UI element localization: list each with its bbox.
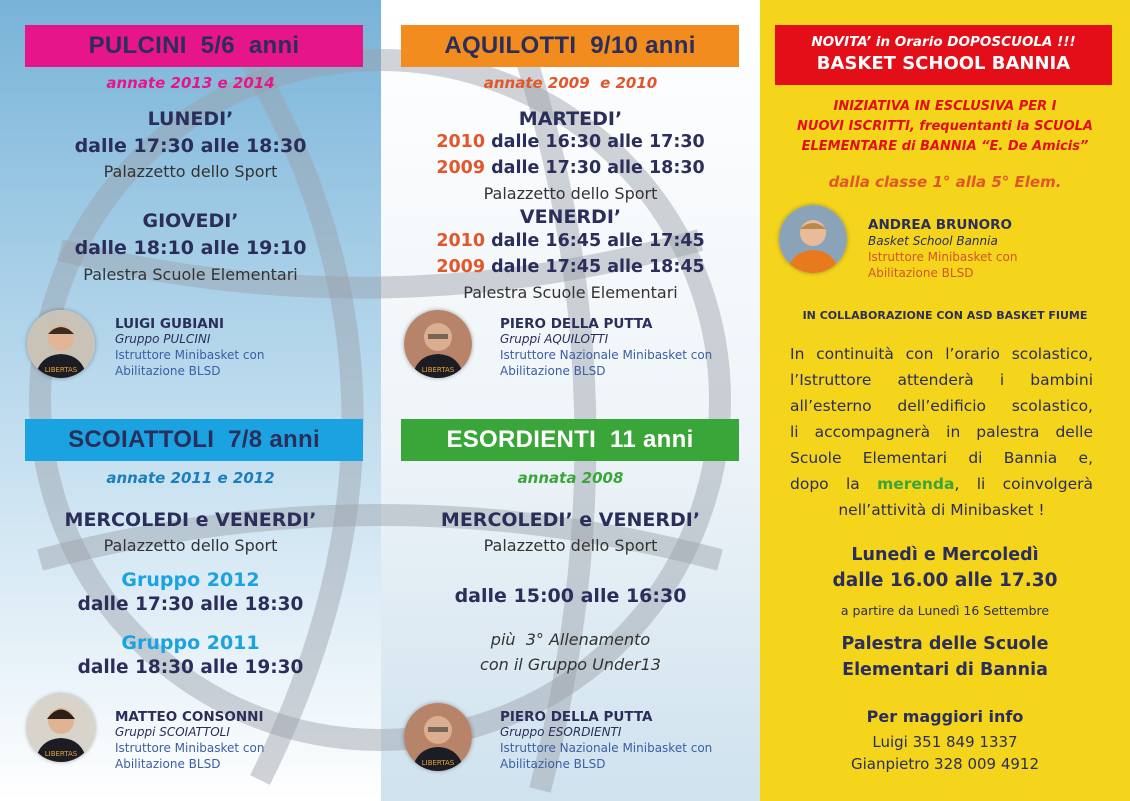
- aquilotti-row1: [381, 132, 760, 152]
- info-heading: Per maggiori info: [866, 707, 1024, 726]
- intro-line2: NUOVI ISCRITTI, frequentanti la SCUOLA: [797, 119, 1093, 134]
- coach-role-line1: Istruttore Nazionale Minibasket con: [500, 348, 713, 362]
- contact-gianpietro: Gianpietro 328 009 4912: [850, 755, 1040, 773]
- school-classes: dalla classe 1° alla 5° Elem.: [828, 173, 1062, 191]
- collaboration-note: IN COLLABORAZIONE CON ASD BASKET FIUME: [802, 309, 1088, 322]
- esordienti-header: [401, 419, 739, 461]
- coach-role-line2: Abilitazione BLSD: [868, 266, 974, 280]
- pulcini-years: annate 2013 e 2014: [106, 74, 275, 92]
- school-start-date: a partire da Lunedì 16 Settembre: [840, 603, 1050, 618]
- coach-role-line2: Abilitazione BLSD: [500, 364, 606, 378]
- svg-text:LIBERTAS: LIBERTAS: [421, 759, 455, 767]
- year-2009: 2009: [436, 158, 486, 178]
- school-paragraph: [790, 341, 1093, 523]
- contact-luigi: Luigi 351 849 1337: [872, 733, 1018, 751]
- aquilotti-place2: Palestra Scuole Elementari: [463, 283, 678, 302]
- esordienti-place: Palazzetto dello Sport: [483, 536, 658, 555]
- esordienti-years: annata 2008: [517, 469, 624, 487]
- school-time: dalle 16.00 alle 17.30: [832, 570, 1058, 591]
- banner-title: BASKET SCHOOL BANNIA: [816, 53, 1071, 74]
- coach-group-della-putta: Gruppi AQUILOTTI: [500, 332, 609, 346]
- coach-role-line2: Abilitazione BLSD: [500, 757, 606, 771]
- merenda-highlight: merenda: [877, 475, 955, 493]
- aquilotti-day1: MARTEDI’: [518, 108, 623, 130]
- coach-name-brunoro: ANDREA BRUNORO: [868, 217, 1013, 233]
- coach-name-consonni: MATTEO CONSONNI: [115, 709, 264, 725]
- esordienti-extra1: più 3° Allenamento: [490, 630, 651, 649]
- scoiattoli-time1: dalle 17:30 alle 18:30: [77, 594, 304, 615]
- esordienti-time: dalle 15:00 alle 16:30: [454, 585, 687, 607]
- intro-line3: ELEMENTARE di BANNIA “E. De Amicis”: [801, 139, 1089, 154]
- place-line2: Elementari di Bannia: [842, 660, 1048, 680]
- basket-school-banner: [775, 25, 1112, 85]
- pulcini-place1: Palazzetto dello Sport: [103, 162, 278, 181]
- aquilotti-row2: [381, 158, 760, 178]
- scoiattoli-place: Palazzetto dello Sport: [103, 536, 278, 555]
- coach-group-gubiani: Gruppo PULCINI: [115, 332, 211, 346]
- para-text: dopo la: [790, 475, 878, 493]
- coach-role-line1: Istruttore Minibasket con: [115, 348, 265, 362]
- pulcini-place2: Palestra Scuole Elementari: [83, 265, 298, 284]
- coach-role-line2: Abilitazione BLSD: [115, 757, 221, 771]
- coach-role-gubiani: [115, 347, 264, 379]
- esordienti-extra2: con il Gruppo Under13: [480, 655, 661, 674]
- para-text: , li coinvolgerà: [954, 475, 1093, 493]
- para-line6: [790, 471, 1093, 497]
- coach-photo-brunoro: [779, 205, 847, 273]
- scoiattoli-time2: dalle 18:30 alle 19:30: [77, 657, 304, 678]
- coach-role-brunoro: [868, 249, 1017, 281]
- year-2009: 2009: [436, 257, 486, 277]
- aquilotti-day2: VENERDI’: [519, 206, 622, 228]
- aquilotti-row4: [381, 257, 760, 277]
- coach-role-della-putta: [500, 347, 712, 379]
- pulcini-header: [25, 25, 363, 67]
- coach-photo-della-putta-2: [404, 703, 472, 771]
- coach-group-consonni: Gruppi SCOIATTOLI: [115, 725, 230, 739]
- school-days: Lunedì e Mercoledì: [851, 545, 1039, 565]
- svg-text:LIBERTAS: LIBERTAS: [44, 366, 78, 374]
- school-intro: [760, 97, 1130, 157]
- coach-role-line2: Abilitazione BLSD: [115, 364, 221, 378]
- coach-group-della-putta-2: Gruppo ESORDIENTI: [500, 725, 622, 739]
- school-place: [760, 631, 1130, 683]
- pulcini-time2: dalle 18:10 alle 19:10: [74, 237, 307, 259]
- intro-line1: INIZIATIVA IN ESCLUSIVA PER I: [833, 99, 1057, 114]
- coach-name-della-putta: PIERO DELLA PUTTA: [500, 316, 653, 332]
- para-line2: l’Istruttore attenderà i bambini: [790, 371, 1093, 389]
- aquilotti-header: [401, 25, 739, 67]
- svg-text:LIBERTAS: LIBERTAS: [421, 366, 455, 374]
- coach-role-della-putta-2: [500, 740, 712, 772]
- coach-role-line1: Istruttore Minibasket con: [868, 250, 1018, 264]
- esordienti-title: ESORDIENTI 11 anni: [446, 426, 694, 453]
- year-2010: 2010: [436, 132, 486, 152]
- time-range: dalle 16:45 alle 17:45: [485, 231, 705, 251]
- coach-role-line1: Istruttore Minibasket con: [115, 741, 265, 755]
- para-line5: Scuole Elementari di Bannia e,: [790, 449, 1093, 467]
- year-2010: 2010: [436, 231, 486, 251]
- para-line4: li accompagnerà in palestra delle: [790, 423, 1093, 441]
- banner-subtitle: NOVITA’ in Orario DOPOSCUOLA !!!: [811, 34, 1076, 50]
- aquilotti-row3: [381, 231, 760, 251]
- scoiattoli-days: MERCOLEDI e VENERDI’: [64, 509, 317, 531]
- place-line1: Palestra delle Scuole: [841, 634, 1049, 654]
- aquilotti-years: annate 2009 e 2010: [483, 74, 658, 92]
- scoiattoli-group1: Gruppo 2012: [121, 569, 260, 591]
- scoiattoli-title: SCOIATTOLI 7/8 anni: [68, 426, 320, 453]
- scoiattoli-group2: Gruppo 2011: [121, 632, 260, 654]
- pulcini-title: PULCINI 5/6 anni: [88, 32, 300, 59]
- time-range: dalle 16:30 alle 17:30: [485, 132, 705, 152]
- coach-photo-gubiani: [27, 310, 95, 378]
- coach-role-line1: Istruttore Nazionale Minibasket con: [500, 741, 713, 755]
- coach-photo-della-putta: [404, 310, 472, 378]
- svg-text:LIBERTAS: LIBERTAS: [44, 750, 78, 758]
- time-range: dalle 17:30 alle 18:30: [485, 158, 705, 178]
- scoiattoli-header: [25, 419, 363, 461]
- contacts: [760, 731, 1130, 775]
- aquilotti-place1: Palazzetto dello Sport: [483, 184, 658, 203]
- coach-role-consonni: [115, 740, 264, 772]
- coach-photo-consonni: [27, 694, 95, 762]
- para-line7: nell’attività di Minibasket !: [838, 501, 1045, 519]
- scoiattoli-years: annate 2011 e 2012: [106, 469, 275, 487]
- pulcini-day1: LUNEDI’: [147, 108, 234, 130]
- pulcini-day2: GIOVEDI’: [142, 210, 239, 232]
- pulcini-time1: dalle 17:30 alle 18:30: [74, 135, 307, 157]
- coach-name-della-putta-2: PIERO DELLA PUTTA: [500, 709, 653, 725]
- para-line3: all’esterno dell’edificio scolastico,: [790, 397, 1093, 415]
- para-line1: In continuità con l’orario scolastico,: [790, 345, 1093, 363]
- coach-group-brunoro: Basket School Bannia: [868, 234, 998, 248]
- time-range: dalle 17:45 alle 18:45: [485, 257, 705, 277]
- esordienti-days: MERCOLEDI’ e VENERDI’: [440, 509, 701, 531]
- coach-name-gubiani: LUIGI GUBIANI: [115, 316, 225, 332]
- aquilotti-title: AQUILOTTI 9/10 anni: [444, 32, 696, 59]
